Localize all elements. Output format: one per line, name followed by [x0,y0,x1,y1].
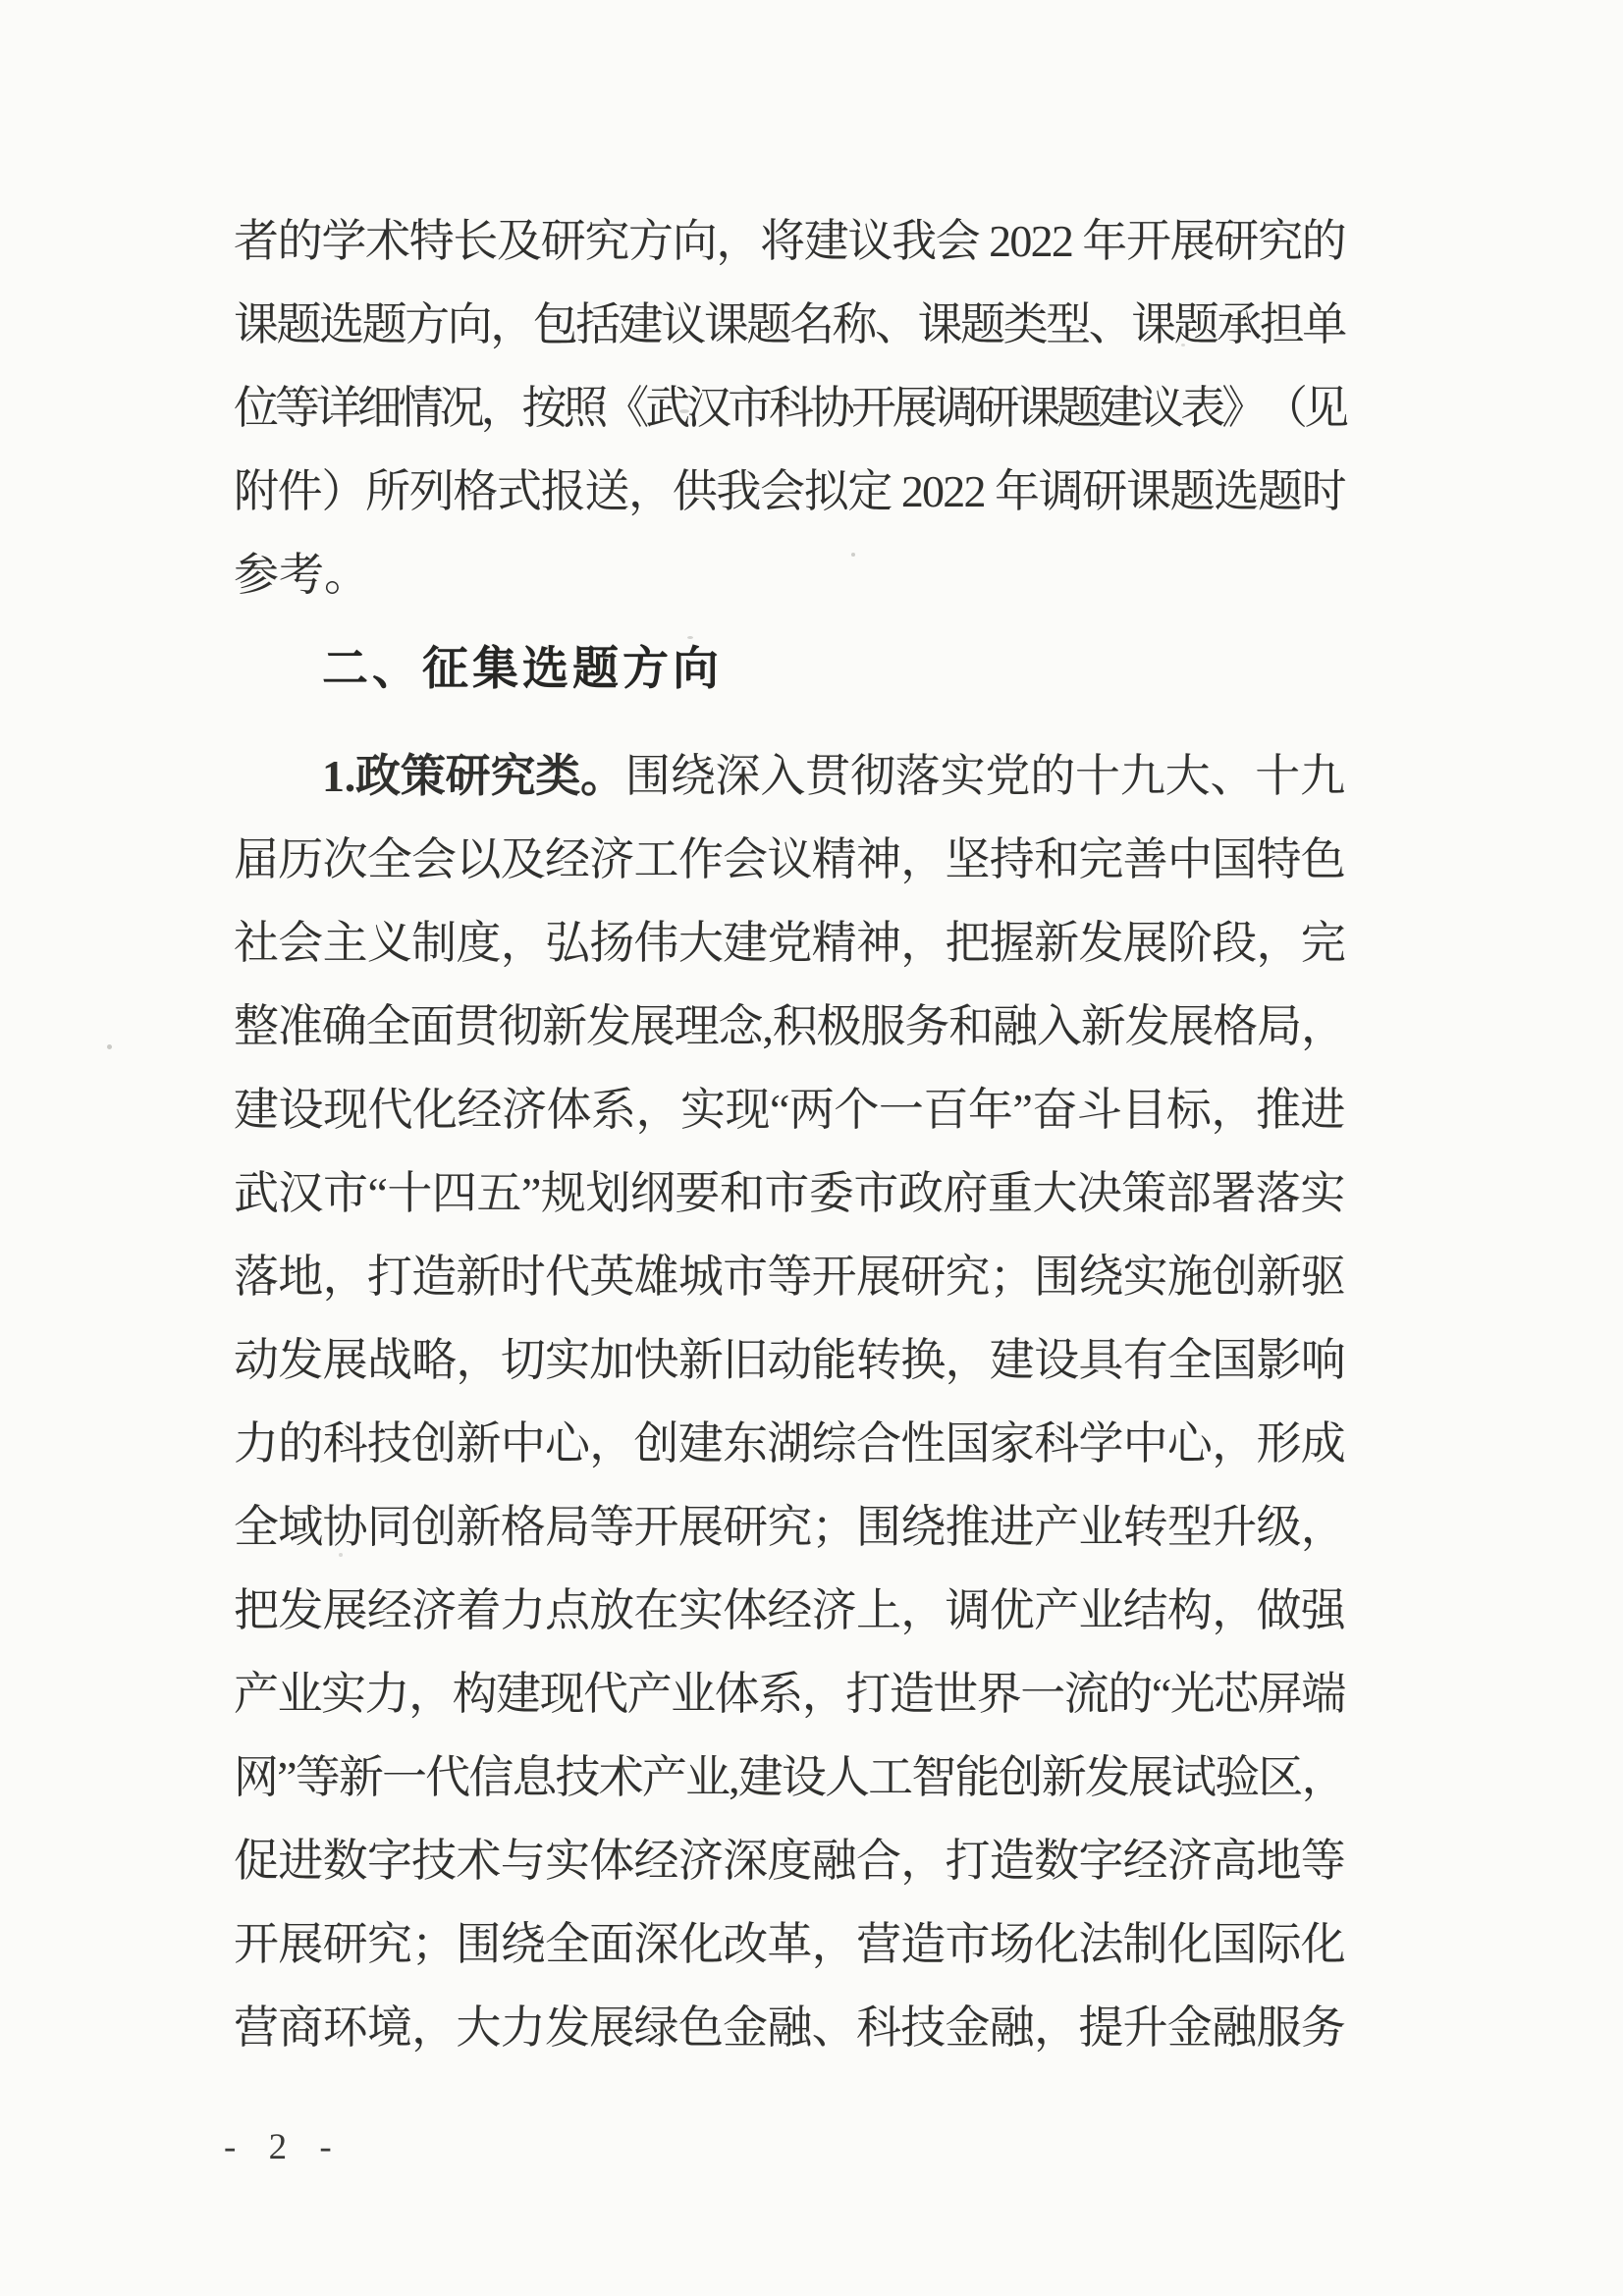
text-line: 营 商 环 境 ， 大 力 发 展 绿 色 金 融 、 科 技 金 融 ， 提 升 金 融 服 务 [234,2002,1345,2053]
text-line: 力 的 科 技 创 新 中 心 ， 创 建 东 湖 综 合 性 国 家 科 学 中 心 ， 形 成 [234,1418,1345,1468]
text-line: 整 准 确 全 面 贯 彻 新 发 展 理 念 , 积 极 服 务 和 融 入 新 发 展 格 局 ， [234,1001,1345,1051]
text-line: 位 等 详 细 情 况 ， 按 照 《 武 汉 市 科 协 开 展 调 研 课 题 建 议 表 》 （ 见 [234,383,1345,433]
text-line: 落 地 ， 打 造 新 时 代 英 雄 城 市 等 开 展 研 究 ； 围 绕 实 施 创 新 驱 [234,1252,1345,1302]
section-heading: 二、征集选题方向 [322,642,723,694]
text-line: 动 发 展 战 略 ， 切 实 加 快 新 旧 动 能 转 换 ， 建 设 具 有 全 国 影 响 [234,1335,1345,1385]
text-line: 促 进 数 字 技 术 与 实 体 经 济 深 度 融 合 ， 打 造 数 字 经 济 高 地 等 [234,1836,1345,1886]
text-line: 课 题 选 题 方 向 ， 包 括 建 议 课 题 名 称 、 课 题 类 型 、 课 题 承 担 单 [234,299,1345,349]
text-column [234,199,1345,2069]
text-line: 武 汉 市 “ 十 四 五 ” 规 划 纲 要 和 市 委 市 政 府 重 大 决 策 部 署 落 实 [234,1168,1345,1218]
scan-speck [107,1044,112,1049]
text-line: 者 的 学 术 特 长 及 研 究 方 向 ， 将 建 议 我 会 2022 年 开 展 研 究 的 [234,216,1345,266]
text-line: 附 件 ） 所 列 格 式 报 送 ， 供 我 会 拟 定 2022 年 调 研 课 题 选 题 时 [234,466,1345,516]
text-line: 全 域 协 同 创 新 格 局 等 开 展 研 究 ； 围 绕 推 进 产 业 转 型 升 级 ， [234,1502,1345,1552]
text-line: 网 ” 等 新 一 代 信 息 技 术 产 业 , 建 设 人 工 智 能 创 新 发 展 试 验 区 ， [234,1752,1345,1802]
paragraph-first-line: 1. 政 策 研 究 类 。 围 绕 深 入 贯 彻 落 实 党 的 十 九 大 、 十 九 [322,751,1345,801]
text-line: 把 发 展 经 济 着 力 点 放 在 实 体 经 济 上 ， 调 优 产 业 结 构 ， 做 强 [234,1585,1345,1635]
text-line: 产 业 实 力 ， 构 建 现 代 产 业 体 系 ， 打 造 世 界 一 流 的 “ 光 芯 屏 端 [234,1669,1345,1719]
text-line: 开 展 研 究 ； 围 绕 全 面 深 化 改 革 ， 营 造 市 场 化 法 制 化 国 际 化 [234,1919,1345,1969]
text-line: 参考。 [234,550,369,600]
text-line: 建 设 现 代 化 经 济 体 系 ， 实 现 “ 两 个 一 百 年 ” 奋 斗 目 标 ， 推 进 [234,1085,1345,1135]
page-number: - 2 - [224,2127,344,2167]
text-line: 社 会 主 义 制 度 ， 弘 扬 伟 大 建 党 精 神 ， 把 握 新 发 展 阶 段 ， 完 [234,918,1345,968]
text-line: 届 历 次 全 会 以 及 经 济 工 作 会 议 精 神 ， 坚 持 和 完 善 中 国 特 色 [234,834,1345,884]
